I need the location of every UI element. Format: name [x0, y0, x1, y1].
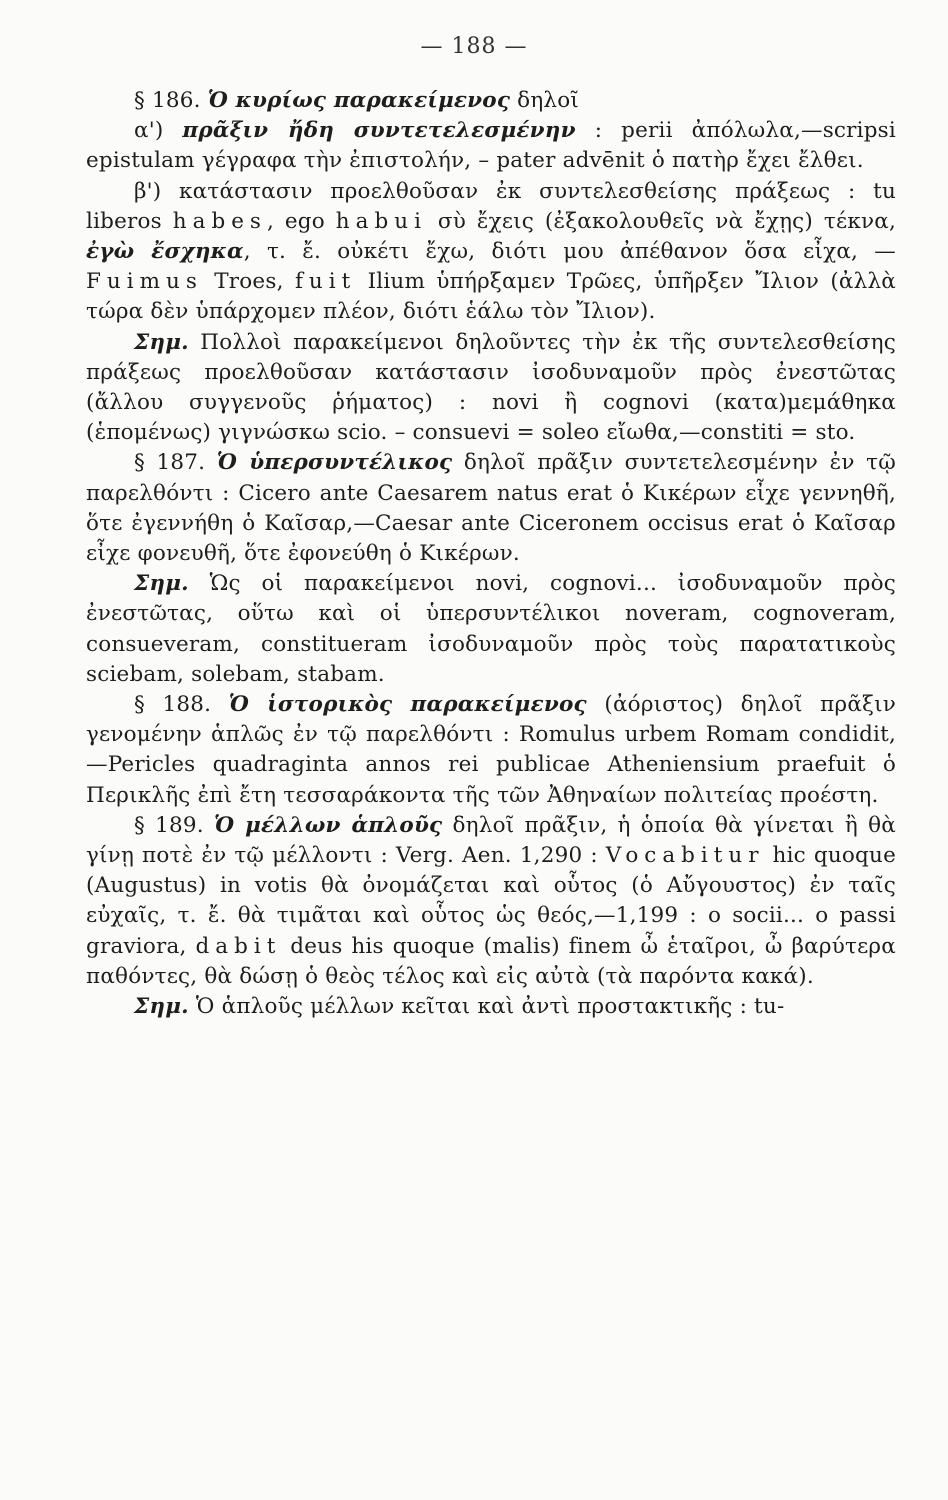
text-run: α')	[134, 118, 183, 144]
note-label: Σημ.	[134, 329, 189, 355]
paragraph-189	[86, 811, 896, 992]
note-187	[86, 569, 896, 690]
term-heading: Ὁ ἱστορικὸς παρακείμενος	[228, 692, 587, 718]
text-run: Troes,	[202, 269, 295, 295]
spaced-word: dabit	[195, 933, 282, 959]
note-label: Σημ.	[134, 571, 189, 597]
text-run: deus his quoque (malis) finem ὦ ἑταῖροι, ὦ βαρύτερα παθόντες, θὰ δώσῃ ὁ θεὸς τέλος καὶ εἰς αὐτὰ (τὰ παρόντα κακά).	[86, 933, 896, 989]
note-186	[86, 328, 896, 449]
text-run: σὺ ἔχεις (ἐξακολουθεῖς νὰ ἔχῃς) τέκνα,	[426, 208, 896, 234]
term-heading: Ὁ μέλλων ἁπλοῦς	[213, 812, 443, 838]
section-mark: § 187.	[134, 450, 217, 476]
section-mark: § 188.	[134, 692, 229, 718]
text-run: (ἀόριστος) δηλοῖ πρᾶξιν γενομένην ἁπλῶς ἐν τῷ παρελθόντι : Romulus urbem Romam condidit,—Pericles quadraginta annos rei publicae Atheniensium praefuit ὁ Περικλῆς ἐπὶ ἔτη τεσσαράκοντα τῆς τῶν Ἀθηναίων πολιτείας προέστη.	[86, 692, 896, 808]
term-heading: Ὁ ὑπερσυντέλικος	[216, 450, 453, 476]
text-run: : perii ἀπόλωλα,—scripsi epistulam γέγραφα τὴν ἐπιστολήν, – pater advēnit ὁ πατὴρ ἔχει ἔλθει.	[86, 118, 896, 174]
page-number: — 188 —	[420, 34, 528, 59]
paragraph-187	[86, 448, 896, 569]
paragraph-186-b	[86, 177, 896, 328]
section-mark: § 189.	[134, 812, 214, 838]
spaced-word: Vocabitur	[605, 843, 765, 869]
text-run: hic quoque (Augustus) in votis θὰ ὀνομάζεται καὶ οὗτος (ὁ Αὔγουστος) ἐν ταῖς εὐχαῖς, τ. ἔ. θὰ τιμᾶται καὶ οὗτος ὡς θεός,—1,199 : o socii... o passi graviora,	[86, 843, 896, 959]
text-run: Ὡς οἱ παρακείμενοι novi, cognovi... ἰσοδυναμοῦν πρὸς ἐνεστῶτας, οὕτω καὶ οἱ ὑπερσυντέλικοι noveram, cognoveram, consueveram, constitueram ἰσοδυναμοῦν πρὸς τοὺς παρατατικοὺς sciebam, solebam, stabam.	[86, 571, 896, 687]
text-run: Ilium ὑπήρξαμεν Τρῶες, ὑπῆρξεν Ἴλιον (ἀλλὰ τώρα δὲν ὑπάρχομεν πλέον, διότι ἑάλω τὸν Ἴλιον).	[86, 269, 897, 325]
paragraph-186-a	[86, 116, 896, 176]
section-mark: § 186.	[134, 88, 208, 113]
term-heading: Ὁ κυρίως παρακείμενος	[207, 88, 511, 113]
text-run: Ὁ ἁπλοῦς μέλλων κεῖται καὶ ἀντὶ προστακτικῆς : tu-	[188, 994, 785, 1020]
text-run: Πολλοὶ παρακείμενοι δηλοῦντες τὴν ἐκ τῆς συντελεσθείσης πράξεως προελθοῦσαν κατάστασιν ἰσοδυναμοῦν πρὸς ἐνεστῶτας (ἄλλου συγγενοῦς ῥήματος) : novi ἢ cognovi (κατα)μεμάθηκα (ἑπομένως) γιγνώσκω scio. – consuevi = soleo εἴωθα,—constiti = sto.	[86, 329, 896, 446]
spaced-word: habui	[335, 208, 427, 234]
paragraph-188	[86, 690, 896, 811]
term-heading: ἐγὼ ἔσχηκα	[86, 239, 244, 265]
note-label: Σημ.	[134, 994, 189, 1020]
text-run: , τ. ἔ. οὐκέτι ἔχω, διότι μου ἀπέθανον ὅσα εἶχα, —	[243, 239, 896, 265]
term-heading: πρᾶξιν ἤδη συντετελεσμένην	[182, 118, 576, 144]
spaced-word: fuit	[294, 269, 357, 295]
text-run: , ego	[266, 208, 336, 234]
text-run: δηλοῖ	[510, 88, 580, 113]
text-run: β') κατάστασιν προελθοῦσαν ἐκ συντελεσθείσης πράξεως : tu liberos	[86, 178, 896, 234]
note-189	[86, 992, 896, 1022]
paragraph-186	[86, 86, 896, 116]
body-text	[86, 86, 896, 1022]
text-run: δηλοῖ πρᾶξιν συντετελεσμένην ἐν τῷ παρελθόντι : Cicero ante Caesarem natus erat ὁ Κικέρων εἶχε γεννηθῆ, ὅτε ἐγεννήθη ὁ Καῖσαρ,—Caesar ante Ciceronem occisus erat ὁ Καῖσαρ εἶχε φονευθῆ, ὅτε ἐφονεύθη ὁ Κικέρων.	[86, 450, 896, 567]
text-run: δηλοῖ πρᾶξιν, ἡ ὁποία θὰ γίνεται ἢ θὰ γίνῃ ποτὲ ἐν τῷ μέλλοντι : Verg. Aen. 1,290 :	[86, 812, 896, 869]
spaced-word: Fuimus	[86, 269, 203, 295]
spaced-word: habes	[172, 208, 267, 234]
